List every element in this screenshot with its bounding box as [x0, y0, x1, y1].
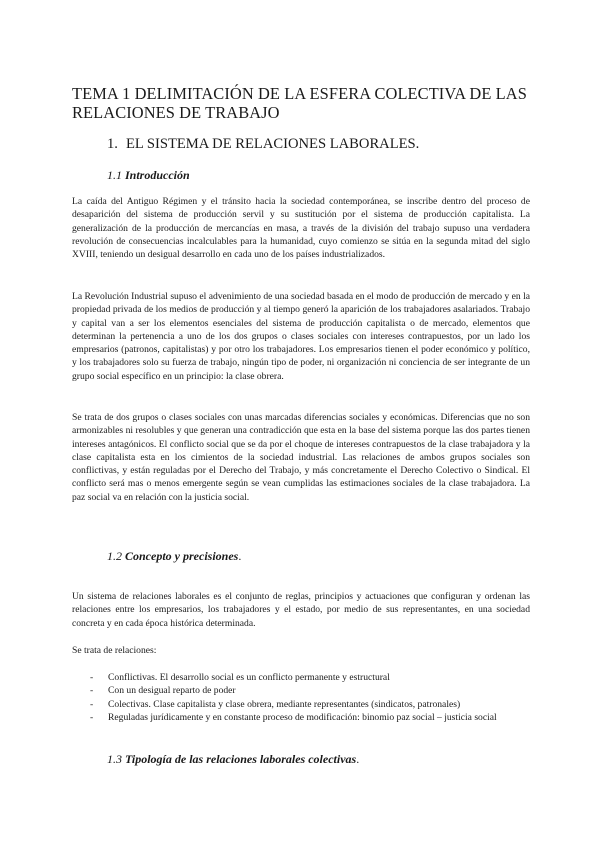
list-bullet: -: [90, 685, 94, 697]
section-title: EL SISTEMA DE RELACIONES LABORALES.: [125, 136, 420, 152]
subheading-suffix: .: [356, 752, 360, 766]
list-item-text: Reguladas jurídicamente y en constante proceso de modificación: binomio paz social – justicia social: [108, 711, 497, 723]
main-title: TEMA 1 DELIMITACIÓN DE LA ESFERA COLECTIVA DE LAS RELACIONES DE TRABAJO: [72, 84, 527, 122]
subheading-tipologia: [107, 752, 359, 767]
list-bullet: -: [90, 672, 94, 683]
subheading-title: Concepto y precisiones: [125, 549, 239, 563]
section-number: 1.: [107, 136, 118, 152]
list-bullet: -: [90, 698, 94, 710]
subheading-introduccion: [107, 168, 190, 183]
subheading-title: Introducción: [125, 168, 190, 182]
list-item: [72, 671, 530, 684]
paragraph-intro-1: La caída del Antiguo Régimen y el tránsito hacia la sociedad contemporánea, se inscribe dentro del proceso de desaparición del sistema de producción servil y su sustitución por el sistema de producción capitalista. La generalización de la producción de mercancías en masa, a través de la división del trabajo supuso una verdadera revolución de consecuencias incalculables para la humanidad, cuyo comienzo se sitúa en la segunda mitad del siglo XVIII, teniendo un desigual desarrollo en cada uno de los países industrializados.: [72, 196, 530, 261]
subheading-concepto: [107, 549, 241, 564]
section-heading: [107, 135, 419, 153]
subheading-number: 1.2: [107, 549, 122, 563]
subheading-title: Tipología de las relaciones laborales colectivas: [125, 752, 357, 766]
subheading-suffix: .: [238, 549, 242, 563]
subheading-number: 1.3: [107, 752, 122, 766]
paragraph-tipo-relaciones: Se trata de relaciones:: [72, 645, 157, 656]
list-item-text: Colectivas. Clase capitalista y clase obrera, mediante representantes (sindicatos, patronales): [108, 698, 461, 710]
relations-list: [72, 671, 530, 724]
subheading-number: 1.1: [107, 168, 122, 182]
list-bullet: -: [90, 711, 94, 723]
list-item: [72, 684, 530, 697]
paragraph-concepto: Un sistema de relaciones laborales es el conjunto de reglas, principios y actuaciones que configuran y ordenan las relaciones entre los empresarios, los trabajadores y el estado, por medio de sus representantes, en una sociedad concreta y en cada época histórica determinada.: [72, 591, 530, 629]
list-item: [72, 698, 530, 711]
paragraph-intro-3: Se trata de dos grupos o clases sociales con unas marcadas diferencias sociales y económicas. Diferencias que no son armonizables ni resolubles y que generan una contradicción que esta en la base del sistema porque las dos partes tienen intereses antagónicos. El conflicto social que se da por el choque de intereses contrapuestos de la clase trabajadora y la clase capitalista esta en los cimientos de la sociedad industrial. Las relaciones de ambos grupos sociales son conflictivas, y están reguladas por el Derecho del Trabajo, y más concretamente el Derecho Colectivo o Sindical. El conflicto será mas o menos emergente según se vean cumplidas las estimaciones sociales de la clase trabajadora. La paz social va en relación con la justicia social.: [72, 412, 530, 503]
list-item-text: Con un desigual reparto de poder: [108, 685, 236, 697]
list-item: [72, 711, 530, 724]
paragraph-intro-2: La Revolución Industrial supuso el advenimiento de una sociedad basada en el modo de producción de mercado y en la propiedad privada de los medios de producción y al tiempo generó la aparición de los trabajadores asalariados. Trabajo y capital van a ser los elementos esenciales del sistema de producción capitalista o de mercado, elementos que determinan la pertenencia a uno de los dos grupos o clases sociales con intereses contrapuestos, por un lado los empresarios (patronos, capitalistas) y por otro los trabajadores. Los empresarios tienen el poder económico y político, y los trabajadores solo su fuerza de trabajo, ningún tipo de poder, ni organización ni conciencia de ser integrante de un grupo social específico en un principio: la clase obrera.: [72, 291, 530, 382]
list-item-text: Conflictivas. El desarrollo social es un conflicto permanente y estructural: [108, 672, 390, 683]
